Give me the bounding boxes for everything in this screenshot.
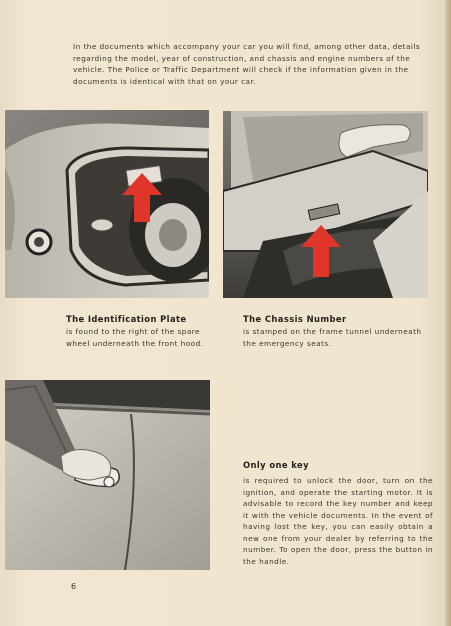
identification-plate-photo [5,110,209,298]
chassis-number-title: The Chassis Number [243,314,347,324]
identification-plate-title: The Identification Plate [66,314,187,324]
identification-plate-text: is found to the right of the spare wheel underneath the front hood. [66,327,204,348]
only-one-key-text: is required to unlock the door, turn on the ignition, and operate the starting motor. It is advisable to record the key number and keep it with the vehicle documents. In the event of having lost the key, you can easily obtain a new one from your dealer by referring to the number. To open the door, press the button in the handle. [243,476,433,566]
intro-paragraph: In the documents which accompany your car you will find, among other data, details regarding the model, year of construction, and chassis and engine numbers of the vehicle. The Police or Traffic Department will check if the information given in the documents is identical with that on your car. [73,42,421,86]
page-number: 6 [71,582,77,591]
page-spine-edge [445,0,451,626]
only-one-key-title: Only one key [243,460,309,470]
door-handle-photo [5,380,210,570]
chassis-number-text: is stamped on the frame tunnel underneath the emergency seats. [243,327,422,348]
chassis-number-photo [223,111,428,298]
